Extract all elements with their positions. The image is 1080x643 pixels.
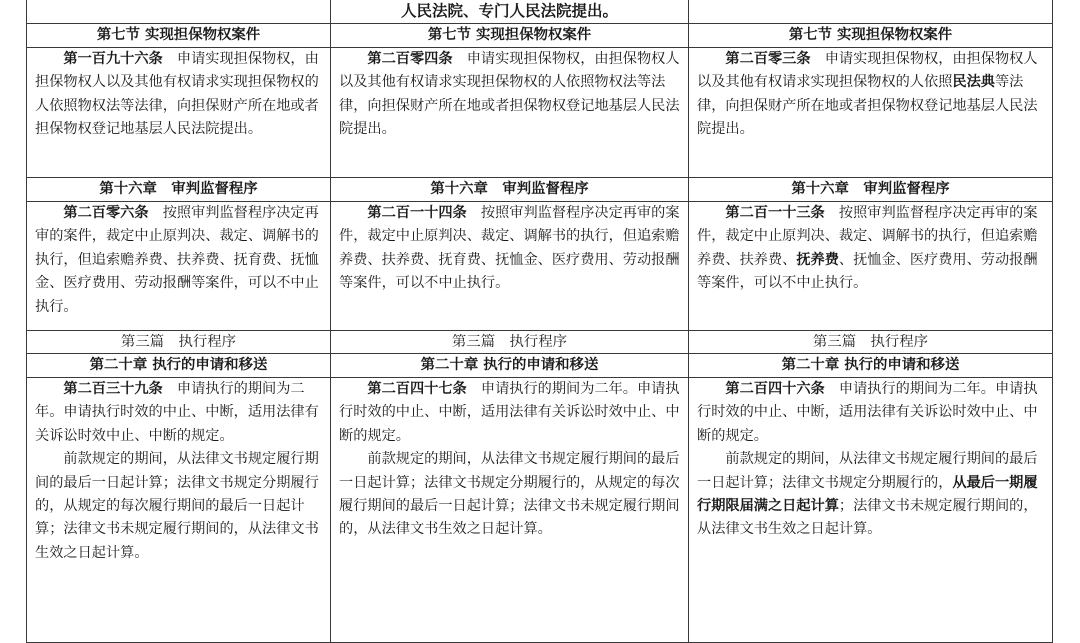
article-text: 申请执行的期间为二年。申请执行时效的中止、中断，适用法律有关诉讼时效中止、中断的规定。 bbox=[339, 381, 680, 444]
part-heading: 第三篇 执行程序 bbox=[689, 331, 1053, 354]
article-text: 申请实现担保物权，由担保物权人以及其他有权请求实现担保物权的人依照物权法等法律，向担保财产所在地或者担保物权登记地基层人民法院提出。 bbox=[339, 51, 680, 138]
article-cell bbox=[331, 202, 689, 331]
article-number: 第二百一十三条 bbox=[725, 205, 825, 221]
chapter-heading: 第二十章 执行的申请和移送 bbox=[27, 354, 331, 378]
article-text: 按照审判监督程序决定再审的案件，裁定中止原判决、裁定、调解书的执行，但追索赡养费、扶养费、抚育费、抚恤金、医疗费用、劳动报酬等案件，可以不中止执行。 bbox=[35, 205, 319, 315]
article-number: 第二百零三条 bbox=[725, 51, 811, 67]
article-text: 申请执行的期间为二年。申请执行时效的中止、中断，适用法律有关诉讼时效中止、中断的规定。 bbox=[697, 381, 1038, 444]
part-heading-row bbox=[27, 331, 1053, 354]
chapter-heading: 第十六章 审判监督程序 bbox=[689, 178, 1053, 202]
article-text: 前款规定的期间，从法律文书规定履行期间的最后一日起计算；法律文书规定分期履行的， bbox=[697, 451, 1038, 491]
article-cell bbox=[27, 48, 331, 178]
table-cell bbox=[27, 0, 331, 24]
chapter-heading-row bbox=[27, 178, 1053, 202]
article-cell bbox=[27, 378, 331, 643]
article-number: 第二百四十六条 bbox=[725, 381, 825, 397]
article-number: 第二百四十七条 bbox=[367, 381, 467, 397]
amended-text: 抚养费 bbox=[796, 251, 839, 268]
part-heading: 第三篇 执行程序 bbox=[331, 331, 689, 354]
article-number: 第二百零六条 bbox=[63, 205, 149, 221]
table-row bbox=[27, 0, 1053, 24]
article-cell bbox=[331, 378, 689, 643]
article-number: 第一百九十六条 bbox=[63, 51, 163, 67]
section-heading-row bbox=[27, 24, 1053, 48]
article-text: 按照审判监督程序决定再审的案件，裁定中止原判决、裁定、调解书的执行，但追索赡养费、扶养费、 bbox=[697, 205, 1038, 268]
article-text: 申请执行的期间为二年。申请执行时效的中止、中断，适用法律有关诉讼时效中止、中断的规定。 bbox=[35, 381, 319, 444]
section-heading: 第七节 实现担保物权案件 bbox=[27, 24, 331, 48]
chapter-heading: 第十六章 审判监督程序 bbox=[331, 178, 689, 202]
chapter-heading-row bbox=[27, 354, 1053, 378]
article-paragraph: 前款规定的期间，从法律文书规定履行期间的最后一日起计算；法律文书规定分期履行的，从规定的每次履行期间的最后一日起计算；法律文书未规定履行期间的，从法律文书生效之日起计算。 bbox=[35, 451, 319, 561]
article-row bbox=[27, 378, 1053, 643]
article-text: 等法律，向担保财产所在地或者担保物权登记地基层人民法院提出。 bbox=[697, 74, 1038, 138]
amended-text: 民法典 bbox=[952, 74, 995, 91]
article-text: 申请实现担保物权，由担保物权人以及其他有权请求实现担保物权的人依照物权法等法律，向担保财产所在地或者担保物权登记地基层人民法院提出。 bbox=[35, 51, 319, 138]
table-cell bbox=[689, 0, 1053, 24]
article-text: ；法律文书未规定履行期间的，从法律文书生效之日起计算。 bbox=[697, 498, 1038, 538]
article-row bbox=[27, 48, 1053, 178]
chapter-heading: 第二十章 执行的申请和移送 bbox=[331, 354, 689, 378]
section-heading: 第七节 实现担保物权案件 bbox=[331, 24, 689, 48]
article-number: 第二百三十九条 bbox=[63, 381, 163, 397]
chapter-heading: 第二十章 执行的申请和移送 bbox=[689, 354, 1053, 378]
article-number: 第二百一十四条 bbox=[367, 205, 467, 221]
article-continuation: 人民法院、专门人民法院提出。 bbox=[331, 0, 689, 24]
chapter-heading: 第十六章 审判监督程序 bbox=[27, 178, 331, 202]
article-cell bbox=[331, 48, 689, 178]
article-number: 第二百零四条 bbox=[367, 51, 453, 67]
article-cell bbox=[689, 202, 1053, 331]
amended-text: 从最后一期履行期限届满之日起计算 bbox=[697, 474, 1038, 515]
article-text: 按照审判监督程序决定再审的案件，裁定中止原判决、裁定、调解书的执行，但追索赡养费、扶养费、抚育费、抚恤金、医疗费用、劳动报酬等案件，可以不中止执行。 bbox=[339, 205, 680, 292]
article-cell bbox=[689, 48, 1053, 178]
article-cell bbox=[27, 202, 331, 331]
article-paragraph: 前款规定的期间，从法律文书规定履行期间的最后一日起计算；法律文书规定分期履行的，从规定的每次履行期间的最后一日起计算；法律文书未规定履行期间的，从法律文书生效之日起计算。 bbox=[339, 451, 680, 538]
section-heading: 第七节 实现担保物权案件 bbox=[689, 24, 1053, 48]
article-cell bbox=[689, 378, 1053, 643]
part-heading: 第三篇 执行程序 bbox=[27, 331, 331, 354]
article-row bbox=[27, 202, 1053, 331]
article-text: 申请实现担保物权，由担保物权人以及其他有权请求实现担保物权的人依照 bbox=[697, 51, 1038, 91]
article-text: 、抚恤金、医疗费用、劳动报酬等案件，可以不中止执行。 bbox=[697, 251, 1038, 292]
comparison-table bbox=[26, 0, 1053, 643]
